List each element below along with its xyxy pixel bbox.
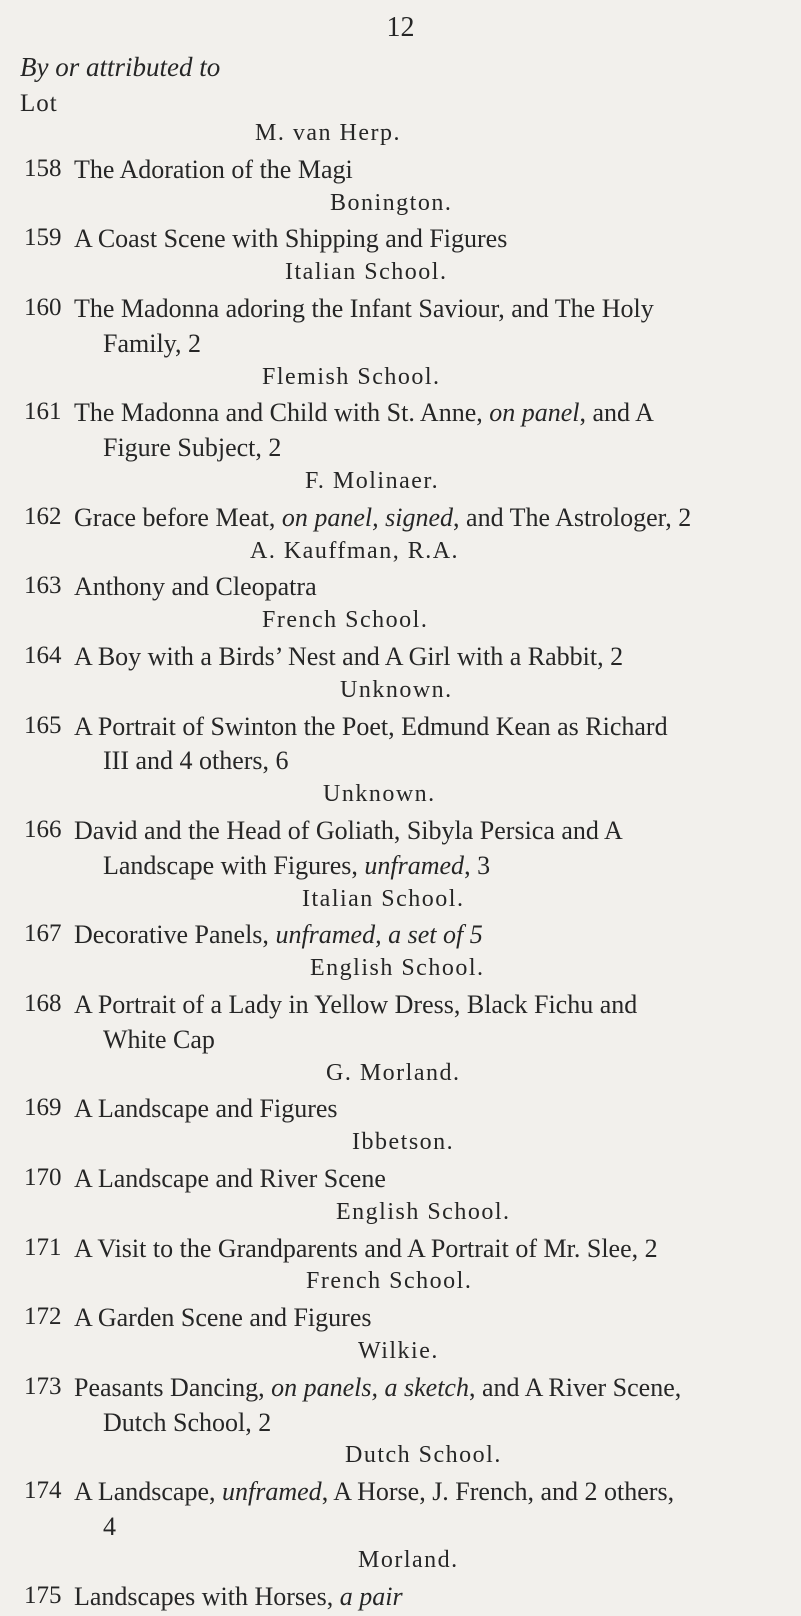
lot-description-continued: Dutch School, 2	[103, 1407, 272, 1437]
attribution: Wilkie.	[358, 1338, 439, 1364]
lot-description: A Landscape and Figures	[74, 1094, 338, 1124]
lot-description-continued: 4	[103, 1512, 116, 1541]
lot-entry	[0, 712, 801, 746]
lot-entry	[0, 1164, 801, 1198]
lot-entry	[0, 398, 801, 432]
lot-number: 171	[24, 1233, 62, 1261]
attribution: Ibbetson.	[352, 1129, 455, 1156]
attribution: Unknown.	[340, 676, 453, 703]
lot-entry	[0, 1303, 801, 1337]
lot-description-continued: Family, 2	[103, 328, 201, 358]
lot-number: 161	[24, 398, 62, 426]
attribution: F. Molinaer.	[305, 468, 440, 494]
lot-number: 173	[24, 1372, 62, 1400]
attribution: A. Kauffman, R.A.	[250, 537, 460, 564]
lot-description: A Portrait of Swinton the Poet, Edmund Kean as Richard	[74, 711, 668, 741]
lot-number: 169	[24, 1094, 62, 1122]
lot-description: Decorative Panels, unframed, a set of 5	[74, 920, 483, 950]
lot-description-continued: Figure Subject, 2	[103, 433, 282, 463]
lot-description: A Visit to the Grandparents and A Portrait of Mr. Slee, 2	[74, 1233, 658, 1263]
page-header: By or attributed to	[20, 52, 221, 82]
lot-entry	[0, 155, 801, 189]
lot-column-label: Lot	[20, 90, 58, 117]
attribution: English School.	[336, 1198, 511, 1225]
lot-description: The Adoration of the Magi	[74, 154, 353, 184]
lot-entry	[0, 1582, 801, 1616]
lot-number: 158	[24, 154, 62, 182]
lot-description: Anthony and Cleopatra	[74, 572, 317, 602]
lot-description-continued: Landscape with Figures, unframed, 3	[103, 850, 491, 880]
lot-number: 168	[24, 990, 62, 1017]
lot-number: 170	[24, 1164, 62, 1191]
lot-description: A Garden Scene and Figures	[74, 1303, 372, 1333]
attribution: Italian School.	[302, 885, 465, 912]
lot-description: Grace before Meat, on panel, signed, and The Astrologer, 2	[74, 502, 692, 532]
lot-number: 166	[24, 816, 62, 843]
lot-number: 165	[24, 711, 62, 739]
lot-number: 159	[24, 224, 62, 252]
lot-entry	[0, 1094, 801, 1128]
attribution: Unknown.	[323, 781, 436, 808]
lot-number: 174	[24, 1477, 62, 1505]
lot-description: David and the Head of Goliath, Sibyla Persica and A	[74, 816, 623, 845]
page-number: 12	[386, 12, 415, 43]
attribution: Dutch School.	[345, 1442, 502, 1469]
lot-number: 164	[24, 642, 62, 669]
lot-description: A Boy with a Birds’ Nest and A Girl with a Rabbit, 2	[74, 642, 624, 671]
lot-number: 167	[24, 920, 62, 948]
lot-entry	[0, 294, 801, 328]
attribution: French School.	[306, 1268, 473, 1295]
lot-entry	[0, 1373, 801, 1407]
lot-description-continued: III and 4 others, 6	[103, 746, 289, 776]
lot-description-continued: White Cap	[103, 1024, 215, 1054]
lot-description: A Portrait of a Lady in Yellow Dress, Black Fichu and	[74, 990, 638, 1019]
lot-entry	[0, 224, 801, 258]
lot-number: 172	[24, 1303, 62, 1331]
attribution: Morland.	[358, 1546, 459, 1573]
lot-description: A Landscape, unframed, A Horse, J. French, and 2 others,	[74, 1477, 675, 1507]
lot-number: 175	[24, 1581, 62, 1609]
lot-entry	[0, 503, 801, 537]
attribution: Bonington.	[330, 189, 453, 216]
lot-entry	[0, 816, 801, 850]
lot-description: Peasants Dancing, on panels, a sketch, and A River Scene,	[74, 1372, 682, 1402]
lot-entry	[0, 1477, 801, 1511]
lot-description: The Madonna adoring the Infant Saviour, and The Holy	[74, 294, 654, 323]
lot-description: A Coast Scene with Shipping and Figures	[74, 224, 508, 254]
attribution: M. van Herp.	[255, 120, 401, 146]
attribution: Flemish School.	[262, 363, 441, 390]
lot-number: 162	[24, 502, 62, 530]
lot-entry	[0, 920, 801, 954]
attribution: Italian School.	[285, 259, 448, 286]
lot-description: A Landscape and River Scene	[74, 1164, 386, 1193]
lot-description: The Madonna and Child with St. Anne, on panel, and A	[74, 398, 654, 428]
lot-entry	[0, 572, 801, 606]
lot-number: 160	[24, 294, 62, 321]
attribution: English School.	[310, 955, 485, 982]
lot-entry	[0, 642, 801, 676]
lot-entry	[0, 1234, 801, 1268]
lot-description: Landscapes with Horses, a pair	[74, 1581, 403, 1611]
lot-number: 163	[24, 572, 62, 600]
lot-entry	[0, 990, 801, 1024]
attribution: G. Morland.	[326, 1059, 461, 1086]
attribution: French School.	[262, 607, 429, 634]
